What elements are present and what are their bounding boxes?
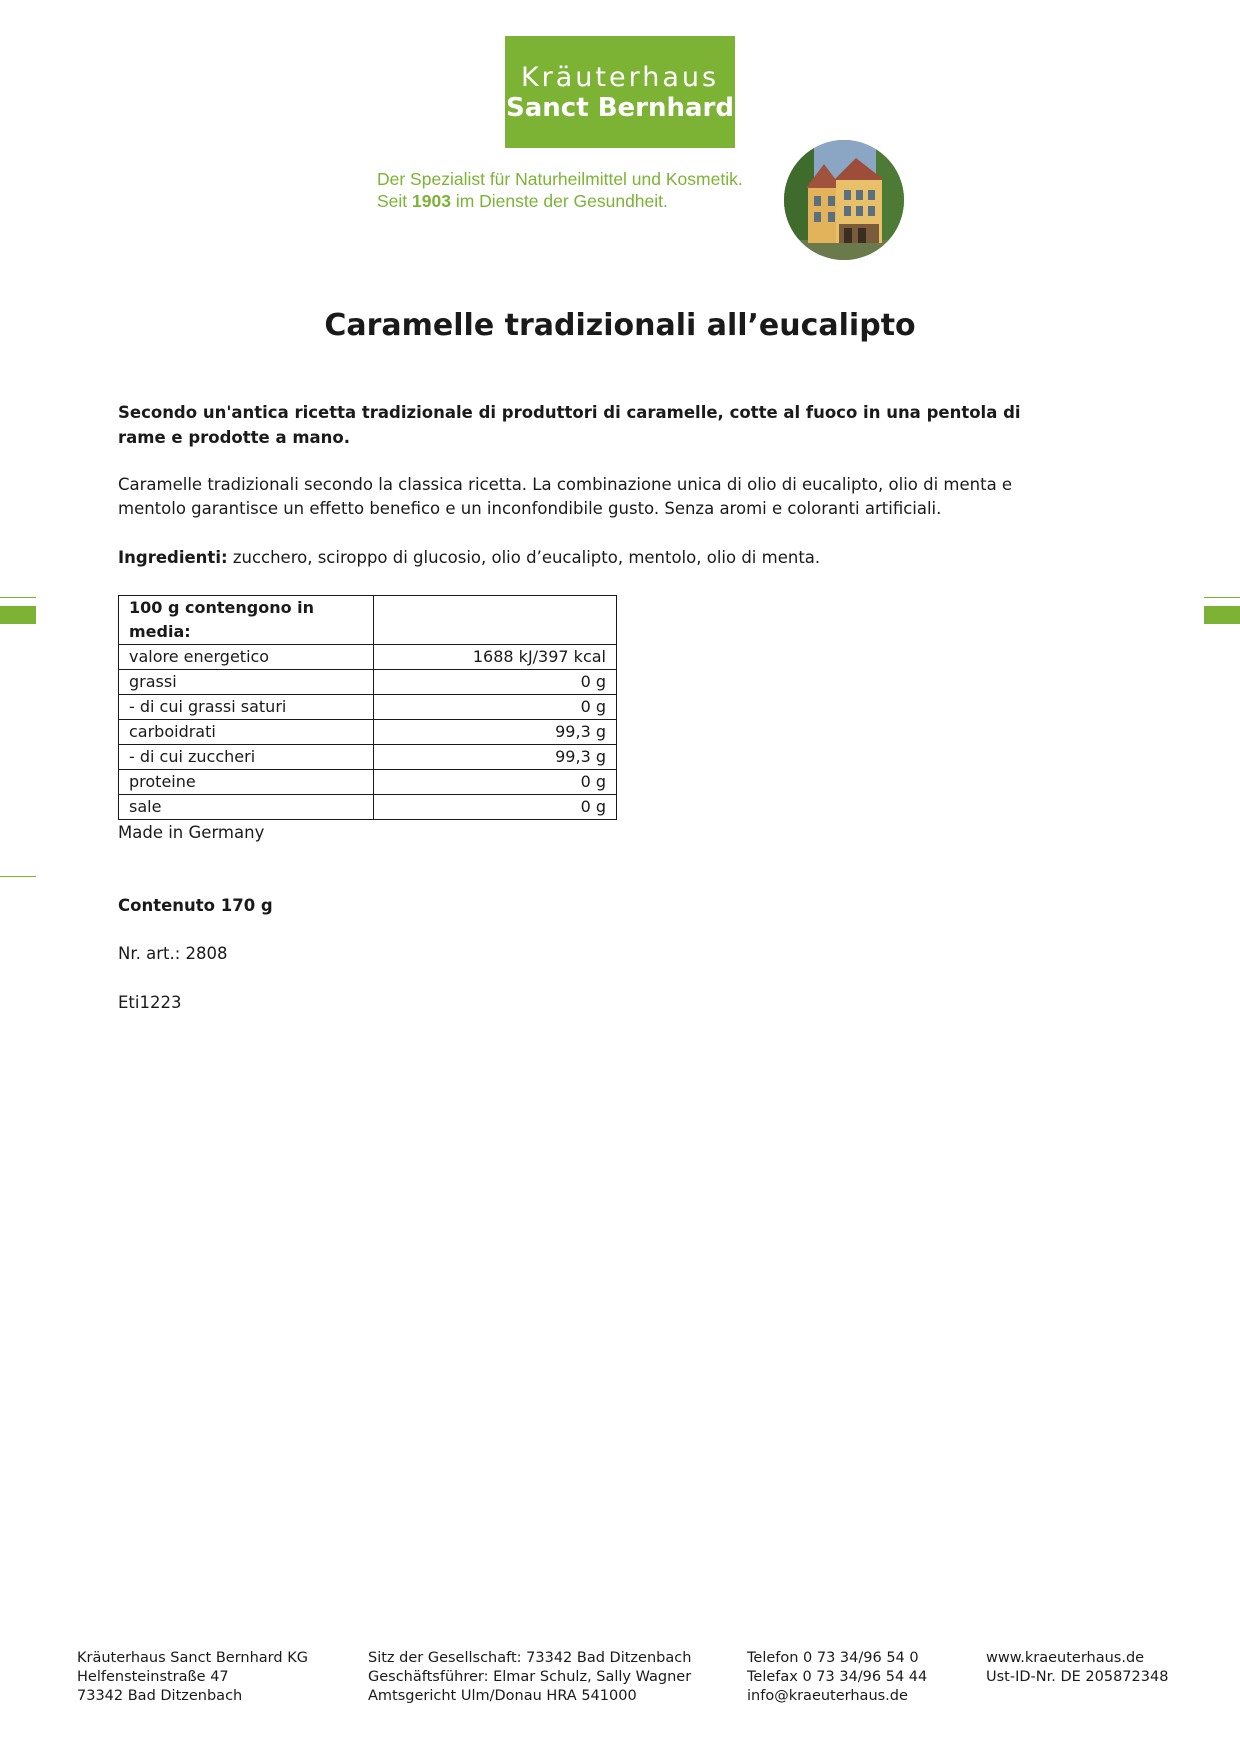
tagline-line2 bbox=[377, 190, 743, 212]
tagline-suffix: im Dienste der Gesundheit. bbox=[450, 191, 668, 211]
footer-line: Amtsgericht Ulm/Donau HRA 541000 bbox=[368, 1688, 637, 1704]
nutrition-header-empty bbox=[374, 596, 617, 645]
table-row bbox=[119, 670, 617, 695]
page-title: Caramelle tradizionali all’eucalipto bbox=[324, 308, 916, 343]
building-photo bbox=[784, 140, 904, 260]
table-row bbox=[119, 745, 617, 770]
footer-web bbox=[986, 1649, 1168, 1687]
fold-mark-left-lower bbox=[0, 876, 36, 877]
brand-name-line1: Kräuterhaus bbox=[520, 61, 720, 93]
table-row bbox=[119, 645, 617, 670]
nutrient-name: proteine bbox=[119, 770, 374, 795]
fold-mark-right-bar bbox=[1204, 606, 1240, 624]
label-code: Eti1223 bbox=[118, 993, 182, 1012]
nutrient-name: - di cui grassi saturi bbox=[119, 695, 374, 720]
footer-line: Ust-ID-Nr. DE 205872348 bbox=[986, 1669, 1169, 1685]
table-row bbox=[119, 695, 617, 720]
description-text: Caramelle tradizionali secondo la classica ricetta. La combinazione unica di olio di eucalipto, olio di menta e mentolo garantisce un effetto benefico e un inconfondibile gusto. Senza aromi e coloranti artificiali. bbox=[118, 475, 1013, 518]
tagline-prefix: Seit bbox=[377, 191, 413, 211]
nutrient-name: - di cui zuccheri bbox=[119, 745, 374, 770]
fold-mark-left-line bbox=[0, 597, 36, 598]
building-illustration bbox=[784, 140, 904, 260]
nutrient-value: 0 g bbox=[374, 795, 617, 820]
nutrient-value: 99,3 g bbox=[374, 745, 617, 770]
tagline-line1: Der Spezialist für Naturheilmittel und Kosmetik. bbox=[377, 169, 743, 189]
brand-logo bbox=[505, 36, 735, 148]
nutrient-value: 0 g bbox=[374, 695, 617, 720]
footer-line: www.kraeuterhaus.de bbox=[986, 1650, 1145, 1666]
nutrient-value: 0 g bbox=[374, 770, 617, 795]
nutrient-value: 0 g bbox=[374, 670, 617, 695]
table-header-row bbox=[119, 596, 617, 645]
nutrient-name: valore energetico bbox=[119, 645, 374, 670]
nutrient-value: 1688 kJ/397 kcal bbox=[374, 645, 617, 670]
table-row bbox=[119, 720, 617, 745]
fold-mark-left-bar bbox=[0, 606, 36, 624]
footer-line: Telefon 0 73 34/96 54 0 bbox=[747, 1650, 919, 1666]
footer-line: Helfensteinstraße 47 bbox=[77, 1669, 229, 1685]
table-row bbox=[119, 770, 617, 795]
intro-text: Secondo un'antica ricetta tradizionale di produttori di caramelle, cotte al fuoco in una pentola di rame e prodotte a mano. bbox=[118, 403, 1021, 447]
ingredients-text: zucchero, sciroppo di glucosio, olio d’eucalipto, mentolo, olio di menta. bbox=[227, 548, 821, 567]
nutrient-name: grassi bbox=[119, 670, 374, 695]
nutrition-table bbox=[118, 595, 617, 820]
tagline-year: 1903 bbox=[412, 191, 451, 211]
footer-line: 73342 Bad Ditzenbach bbox=[77, 1688, 243, 1704]
footer-line: Sitz der Gesellschaft: 73342 Bad Ditzenbach bbox=[368, 1650, 692, 1666]
nutrient-value: 99,3 g bbox=[374, 720, 617, 745]
ingredients bbox=[118, 546, 1078, 570]
nutrition-header: 100 g contengono in media: bbox=[119, 596, 374, 645]
footer-line: Telefax 0 73 34/96 54 44 bbox=[747, 1669, 928, 1685]
article-number: Nr. art.: 2808 bbox=[118, 944, 228, 963]
nutrient-name: carboidrati bbox=[119, 720, 374, 745]
nutrient-name: sale bbox=[119, 795, 374, 820]
footer-company bbox=[77, 1649, 308, 1706]
ingredients-label: Ingredienti: bbox=[118, 548, 228, 567]
footer-line: Kräuterhaus Sanct Bernhard KG bbox=[77, 1650, 308, 1666]
net-contents: Contenuto 170 g bbox=[118, 896, 273, 915]
brand-tagline bbox=[377, 168, 743, 212]
made-in: Made in Germany bbox=[118, 823, 265, 842]
table-row bbox=[119, 795, 617, 820]
fold-mark-right-line bbox=[1204, 597, 1240, 598]
footer-legal bbox=[368, 1649, 691, 1706]
footer-contact bbox=[747, 1649, 927, 1706]
footer-line: info@kraeuterhaus.de bbox=[747, 1688, 908, 1704]
brand-name-line2: Sanct Bernhard bbox=[506, 92, 734, 123]
footer-line: Geschäftsführer: Elmar Schulz, Sally Wagner bbox=[368, 1669, 692, 1685]
